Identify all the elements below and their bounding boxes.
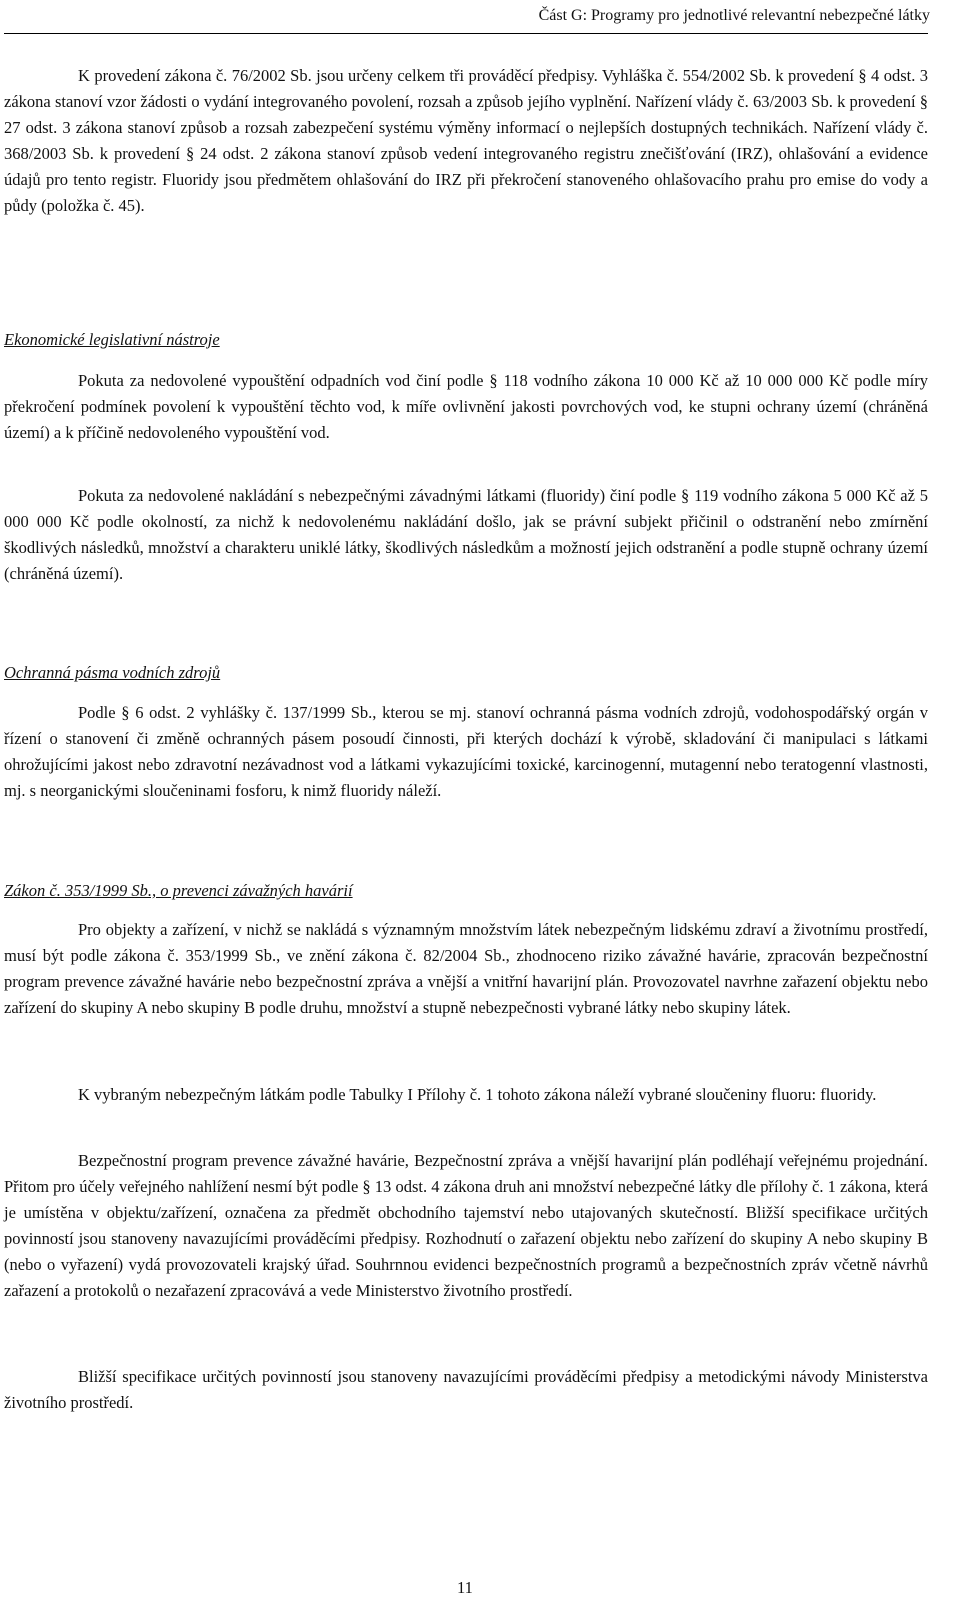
paragraph-major-accidents-4: Bližší specifikace určitých povinností jsou stanoveny navazujícími prováděcími předpisy a metodickými návody Ministerstva životního prostředí. (4, 1367, 928, 1412)
paragraph-wastewater-fine: Pokuta za nedovolené vypouštění odpadních vod činí podle § 118 vodního zákona 10 000 Kč až 10 000 000 Kč podle míry překročení podmínek povolení k vypouštění těchto vod, k míře ovlivnění jakosti povrchových vod, ke stupni ochrany území (chráněná území) a k příčině nedovoleného vypouštění vod. (4, 371, 928, 442)
running-header: Část G: Programy pro jednotlivé relevantní nebezpečné látky (538, 7, 930, 24)
intro-paragraph: K provedení zákona č. 76/2002 Sb. jsou určeny celkem tři prováděcí předpisy. Vyhláška č. 554/2002 Sb. k provedení § 4 odst. 3 zákona stanoví vzor žádosti o vydání integrovaného povolení, rozsah a způsob jejího vyplnění. Nařízení vlády č. 63/2003 Sb. k provedení § 27 odst. 3 zákona stanoví způsob a rozsah zabezpečení systému výměny informací o nejlepších dostupných technikách. Nařízení vlády č. 368/2003 Sb. k provedení § 24 odst. 2 zákona stanoví způsob vedení integrovaného registru znečišťování (IRZ), ohlašování a evidence údajů pro tento registr. Fluoridy jsou předmětem ohlašování do IRZ při překročení stanoveného ohlašovacího prahu pro emise do vody a půdy (položka č. 45). (4, 66, 928, 215)
paragraph-major-accidents-3: Bezpečnostní program prevence závažné havárie, Bezpečnostní zpráva a vnější havarijní plán podléhají veřejnému projednání. Přitom pro účely veřejného nahlížení nesmí být podle § 13 odst. 4 zákona druh ani množství nebezpečné látky dle přílohy č. 1 zákona, která je umístěna v objektu/zařízení, označena za předmět obchodního tajemství nebo utajovaných skutečností. Bližší specifikace určitých povinností jsou stanoveny navazujícími prováděcími předpisy. Rozhodnutí o zařazení objektu nebo zařízení do skupiny A nebo skupiny B (nebo o vyřazení) vydá provozovateli krajský úřad. Souhrnnou evidenci bezpečnostních programů a bezpečnostních zpráv včetně návrhů zařazení a protokolů o nezařazení zpracovává a vede Ministerstvo životního prostředí. (4, 1151, 928, 1300)
heading-protection-zones: Ochranná pásma vodních zdrojů (4, 663, 221, 682)
paragraph-protection-zones: Podle § 6 odst. 2 vyhlášky č. 137/1999 Sb., kterou se mj. stanoví ochranná pásma vodních zdrojů, vodohospodářský orgán v řízení o stanovení či změně ochranných pásem posoudí činnosti, při kterých dochází k výrobě, skladování či manipulaci s látkami ohrožujícími jakost nebo zdravotní nezávadnost vod a látkami vykazujícími toxické, karcinogenní, mutagenní nebo teratogenní vlastnosti, mj. s neorganickými sloučeninami fosforu, k nimž fluoridy náleží. (4, 703, 928, 800)
header-divider (4, 33, 928, 34)
paragraph-major-accidents-1: Pro objekty a zařízení, v nichž se nakládá s významným množstvím látek nebezpečným lidskému zdraví a životnímu prostředí, musí být podle zákona č. 353/1999 Sb., ve znění zákona č. 82/2004 Sb., zhodnoceno riziko závažné havárie, zpracován bezpečnostní program prevence závažné havárie nebo bezpečnostní zpráva a vnější a vnitřní havarijní plán. Provozovatel navrhne zařazení objektu nebo zařízení do skupiny A nebo skupiny B podle druhu, množství a stupně nebezpečnosti vybrané látky nebo skupiny látek. (4, 920, 928, 1017)
paragraph-major-accidents-2: K vybraným nebezpečným látkám podle Tabulky I Přílohy č. 1 tohoto zákona náleží vybrané sloučeniny fluoru: fluoridy. (78, 1085, 877, 1104)
heading-major-accidents-act: Zákon č. 353/1999 Sb., o prevenci závažných havárií (4, 881, 353, 900)
paragraph-hazardous-substances-fine: Pokuta za nedovolené nakládání s nebezpečnými závadnými látkami (fluoridy) činí podle § 119 vodního zákona 5 000 Kč až 5 000 000 Kč podle okolností, za nichž k nedovolenému nakládání došlo, jak se právní subjekt přičinil o odstranění nebo zmírnění škodlivých následků, množství a charakteru uniklé látky, škodlivých následkům a možností jejich odstranění a podle stupně ochrany území (chráněná území). (4, 486, 928, 583)
heading-economic-instruments: Ekonomické legislativní nástroje (4, 330, 220, 349)
page-number: 11 (457, 1578, 473, 1597)
